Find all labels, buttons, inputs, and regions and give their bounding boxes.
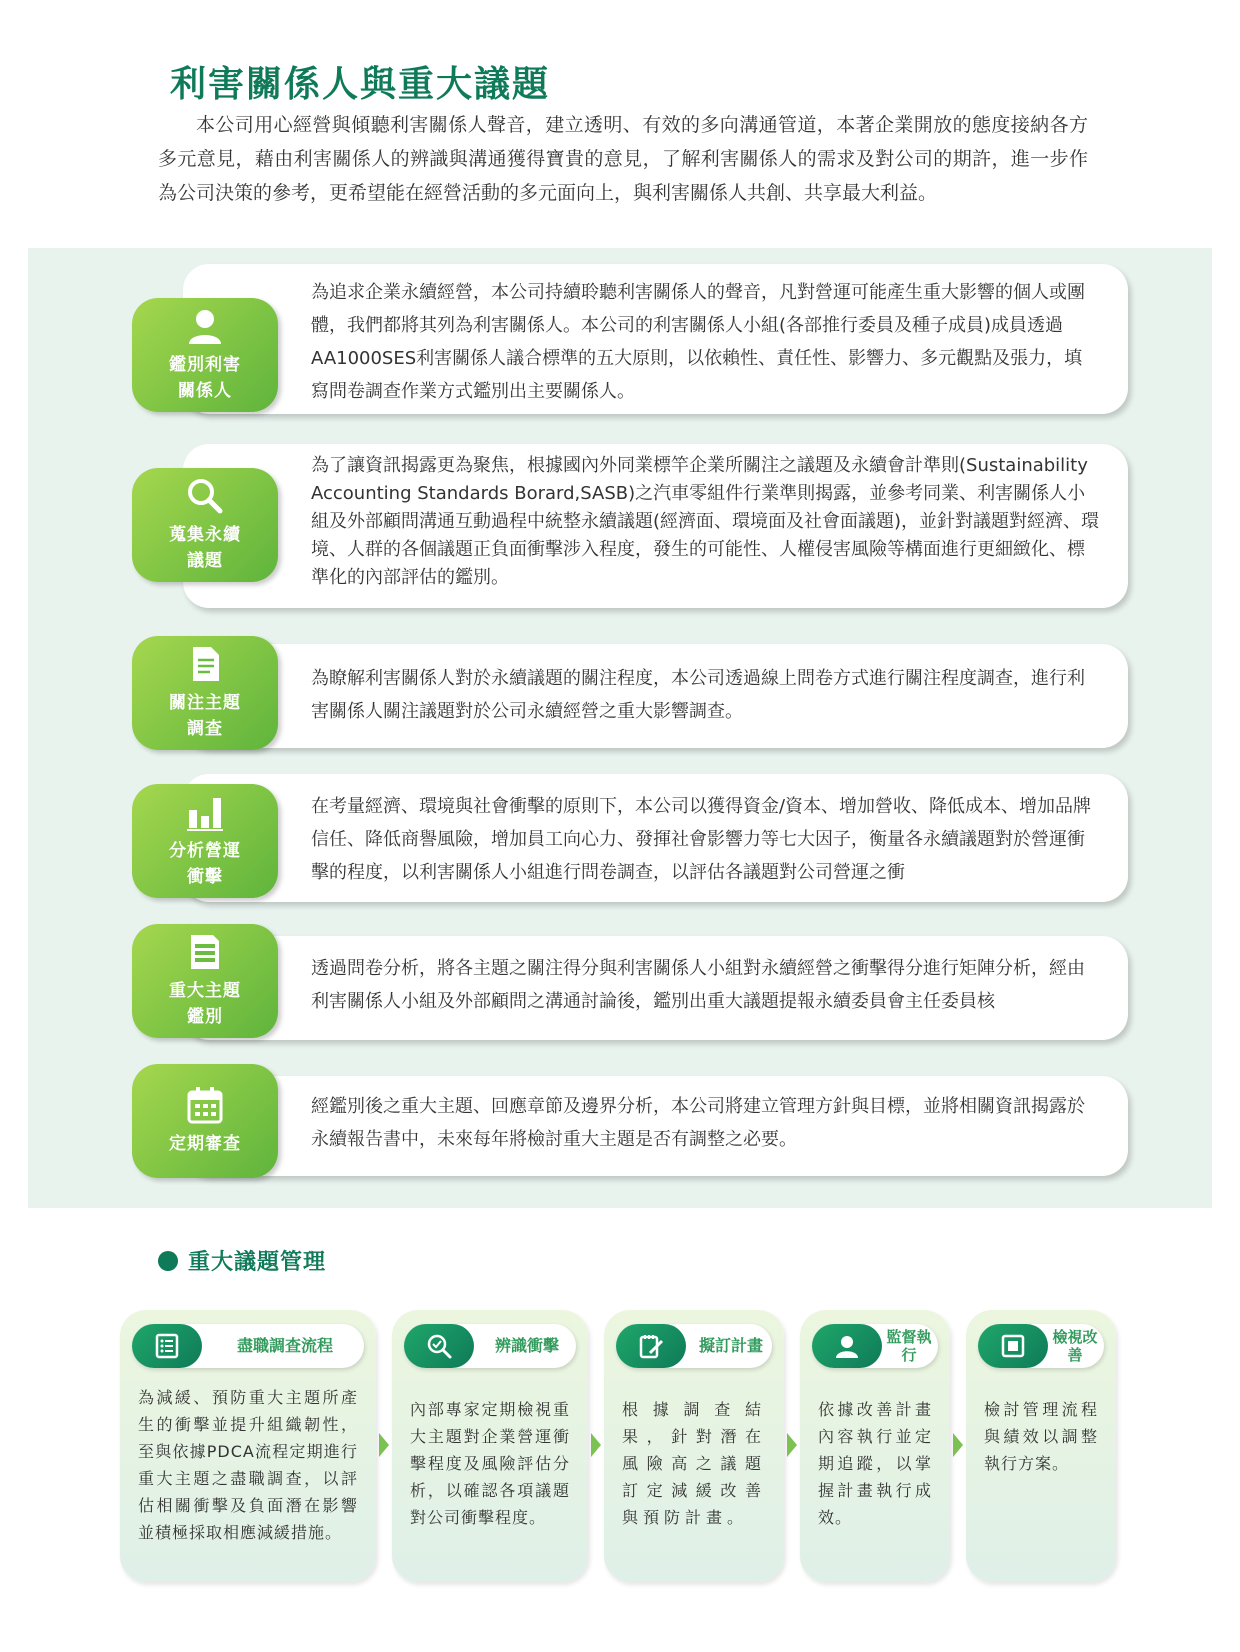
badge-label-line1: 鑑別利害	[169, 355, 241, 375]
user-icon	[812, 1324, 882, 1368]
step-badge	[132, 468, 278, 582]
badge-label-line1: 重大主題	[169, 981, 241, 1001]
step-badge	[132, 298, 278, 412]
flow-arrow-icon	[591, 1433, 601, 1457]
process-step-review	[28, 1064, 1212, 1182]
bar-chart-icon	[185, 792, 225, 832]
management-card-plan	[604, 1310, 784, 1582]
card-header-label: 擬訂計畫	[698, 1336, 763, 1355]
step-card	[183, 774, 1128, 902]
badge-label-line1: 關注主題	[169, 693, 241, 713]
flow-arrow-icon	[787, 1433, 797, 1457]
process-step-collect	[28, 444, 1212, 612]
step-card	[183, 444, 1128, 608]
card-text: 為減緩、預防重大主題所產生的衝擊並提升組織韌性，至與依據PDCA流程定期進行重大主題之盡職調查，以評估相關衝擊及負面潛在影響並積極採取相應減緩措施。	[138, 1388, 358, 1542]
card-header-label: 檢視改善	[1052, 1328, 1098, 1364]
step-card	[183, 1076, 1128, 1176]
step-text: 為了讓資訊揭露更為聚焦，根據國內外同業標竿企業所關注之議題及永續會計準則(Sustainability Accounting Standards Borard,SASB)之汽車零組件行業準則揭露，並參考同業、利害關係人小組及外部顧問溝通互動過程中統整永續議題(經濟面、環境面及社會面議題)，並針對議題對經濟、環境、人群的各個議題正負面衝擊涉入程度，發生的可能性、人權侵害風險等構面進行更細緻化、標準化的內部評估的鑑別。	[311, 455, 1100, 588]
management-card-due-diligence	[120, 1310, 376, 1582]
card-header	[978, 1324, 1104, 1368]
process-step-identify	[28, 264, 1212, 418]
search-icon	[185, 476, 225, 516]
management-card-monitor	[800, 1310, 950, 1582]
step-card	[183, 936, 1128, 1040]
step-card	[183, 644, 1128, 748]
management-card-identify-impact	[392, 1310, 588, 1582]
step-text: 在考量經濟、環境與社會衝擊的原則下，本公司以獲得資金/資本、增加營收、降低成本、增加品牌信任、降低商譽風險，增加員工向心力、發揮社會影響力等七大因子，衡量各永續議題對於營運衝擊的程度，以利害關係人小組進行問卷調查，以評估各議題對公司營運之衝	[311, 796, 1092, 883]
card-text: 檢討管理流程與績效以調整執行方案。	[984, 1400, 1098, 1473]
list-document-icon	[185, 932, 225, 972]
process-step-materiality	[28, 924, 1212, 1042]
step-card	[183, 264, 1128, 414]
card-header	[812, 1324, 938, 1368]
intro-paragraph: 本公司用心經營與傾聽利害關係人聲音，建立透明、有效的多向溝通管道，本著企業開放的態度接納各方多元意見，藉由利害關係人的辨識與溝通獲得寶貴的意見，了解利害關係人的需求及對公司的期許，進一步作為公司決策的參考，更希望能在經營活動的多元面向上，與利害關係人共創、共享最大利益。	[158, 114, 1088, 204]
badge-label-line1: 分析營運	[169, 841, 241, 861]
card-text: 內部專家定期檢視重大主題對企業營運衝擊程度及風險評估分析，以確認各項議題對公司衝擊程度。	[410, 1400, 570, 1527]
stakeholder-process-panel	[28, 248, 1212, 1208]
process-step-survey	[28, 636, 1212, 746]
badge-label-line2: 關係人	[178, 381, 232, 401]
badge-label-line2: 調查	[187, 719, 223, 739]
document-icon	[185, 644, 225, 684]
list-icon	[132, 1324, 202, 1368]
management-card-review-improve	[966, 1310, 1116, 1582]
flow-arrow-icon	[953, 1433, 963, 1457]
step-badge	[132, 924, 278, 1038]
card-header	[404, 1324, 576, 1368]
card-text: 依據改善計畫內容執行並定期追蹤，以掌握計畫執行成效。	[818, 1400, 932, 1527]
management-heading-text: 重大議題管理	[188, 1250, 327, 1275]
step-badge	[132, 636, 278, 750]
badge-label-line1: 定期審查	[169, 1134, 241, 1154]
card-header	[616, 1324, 772, 1368]
step-badge	[132, 1064, 278, 1178]
calendar-icon	[185, 1085, 225, 1125]
badge-label-line2: 鑑別	[187, 1007, 223, 1027]
page-title: 利害關係人與重大議題	[170, 64, 551, 105]
badge-label-line1: 蒐集永續	[169, 525, 241, 545]
card-header-label: 監督執行	[886, 1328, 932, 1364]
person-icon	[185, 306, 225, 346]
management-heading	[158, 1245, 326, 1276]
card-header-label: 辨識衝擊	[494, 1336, 559, 1355]
process-step-analyze	[28, 774, 1212, 906]
step-text: 透過問卷分析，將各主題之關注得分與利害關係人小組對永續經營之衝擊得分進行矩陣分析，經由利害關係人小組及外部顧問之溝通討論後，鑑別出重大議題提報永續委員會主任委員核	[311, 958, 1085, 1012]
magnifier-icon	[404, 1324, 474, 1368]
step-text: 為追求企業永續經營，本公司持續聆聽利害關係人的聲音，凡對營運可能產生重大影響的個人或團體，我們都將其列為利害關係人。本公司的利害關係人小組(各部推行委員及種子成員)成員透過AA1000SES利害關係人議合標準的五大原則，以依賴性、責任性、影響力、多元觀點及張力，填寫問卷調查作業方式鑑別出主要關係人。	[311, 282, 1085, 402]
monitor-icon	[978, 1324, 1048, 1368]
card-text: 根據調查結果，針對潛在風險高之議題訂定減緩改善與預防計畫。	[622, 1400, 766, 1527]
step-text: 經鑑別後之重大主題、回應章節及邊界分析，本公司將建立管理方針與目標，並將相關資訊揭露於永續報告書中，未來每年將檢討重大主題是否有調整之必要。	[311, 1096, 1085, 1150]
flow-arrow-icon	[379, 1433, 389, 1457]
bullet-dot	[158, 1251, 178, 1271]
badge-label-line2: 議題	[187, 551, 223, 571]
step-text: 為瞭解利害關係人對於永續議題的關注程度，本公司透過線上問卷方式進行關注程度調查，進行利害關係人關注議題對於公司永續經營之重大影響調查。	[311, 668, 1085, 722]
badge-label-line2: 衝擊	[187, 867, 223, 887]
card-header-label: 盡職調查流程	[236, 1336, 333, 1355]
card-header	[132, 1324, 364, 1368]
step-badge	[132, 784, 278, 898]
notepad-pen-icon	[616, 1324, 686, 1368]
